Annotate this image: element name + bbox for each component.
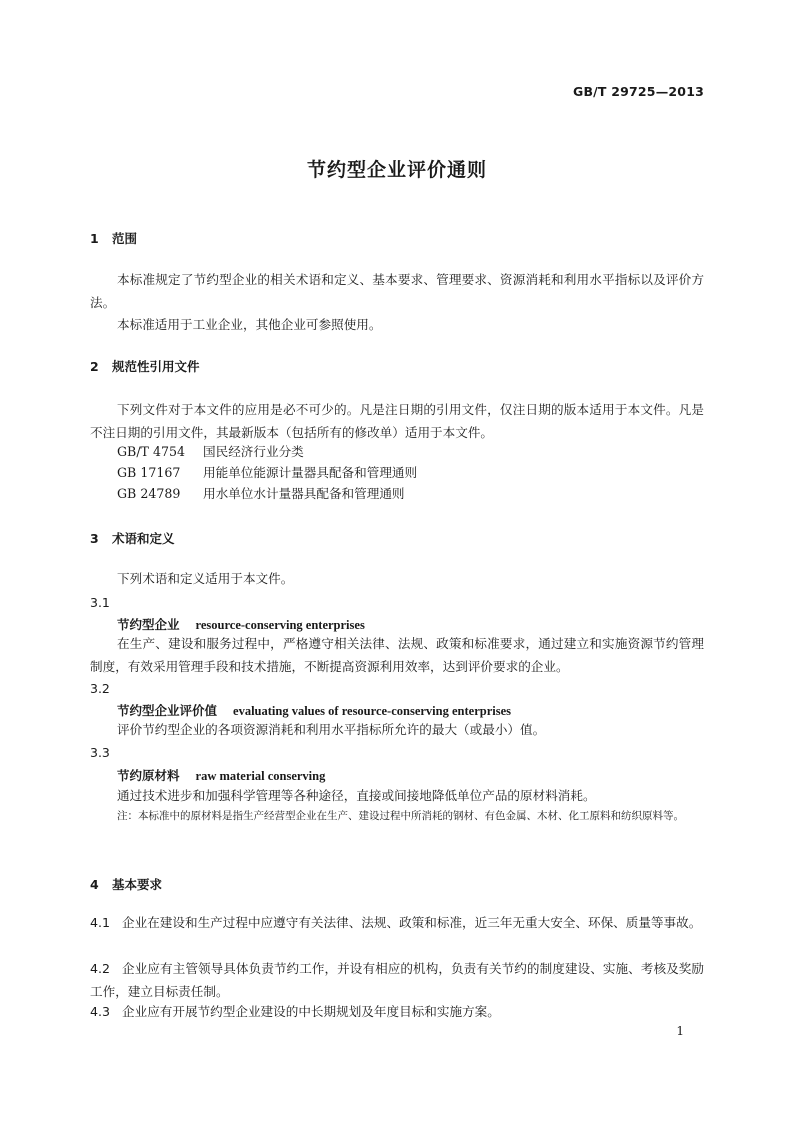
section-number: 2 [90, 359, 99, 374]
term-english: evaluating values of resource-conserving enterprises [233, 704, 511, 718]
note: 注：本标准中的原材料是指生产经营型企业在生产、建设过程中所消耗的钢材、有色金属、木材、化工原料和纺织原料等。 [117, 810, 684, 822]
term-chinese: 节约型企业评价值 [117, 703, 218, 718]
section-2-heading [90, 357, 200, 375]
reference-item [117, 441, 304, 462]
scope-paragraph-2: 本标准适用于工业企业，其他企业可参照使用。 [117, 317, 382, 332]
term-definition: 通过技术进步和加强科学管理等各种途径，直接或间接地降低单位产品的原材料消耗。 [117, 788, 596, 803]
term-definition: 评价节约型企业的各项资源消耗和利用水平指标所允许的最大（或最小）值。 [117, 722, 546, 737]
scope-paragraph-1: 本标准规定了节约型企业的相关术语和定义、基本要求、管理要求、资源消耗和利用水平指标以及评价方法。 [90, 272, 704, 310]
section-1-heading [90, 229, 137, 247]
clause-number: 4.2 [90, 961, 111, 976]
document-title: 节约型企业评价通则 [306, 159, 487, 181]
term-number: 3.1 [90, 595, 110, 610]
clause-text: 企业在建设和生产过程中应遵守有关法律、法规、政策和标准，近三年无重大安全、环保、质量等事故。 [122, 915, 702, 930]
requirement-4-1 [90, 911, 704, 934]
term-number: 3.3 [90, 745, 110, 760]
term-number: 3.2 [90, 681, 110, 696]
section-number: 4 [90, 877, 99, 892]
section-title: 规范性引用文件 [112, 359, 200, 374]
reference-code: GB 24789 [117, 486, 181, 501]
term-definition: 在生产、建设和服务过程中，严格遵守相关法律、法规、政策和标准要求，通过建立和实施资源节约管理制度，有效采用管理手段和技术措施，不断提高资源利用效率，达到评价要求的企业。 [90, 636, 704, 674]
reference-code: GB/T 4754 [117, 444, 186, 459]
requirement-4-2 [90, 957, 704, 1003]
reference-code: GB 17167 [117, 465, 181, 480]
reference-item [117, 483, 405, 504]
term-english: resource-conserving enterprises [195, 618, 365, 632]
terms-intro: 下列术语和定义适用于本文件。 [117, 571, 294, 586]
reference-title: 用能单位能源计量器具配备和管理通则 [203, 465, 418, 480]
reference-item [117, 462, 417, 483]
clause-text: 企业应有开展节约型企业建设的中长期规划及年度目标和实施方案。 [122, 1004, 500, 1019]
page-number: 1 [676, 1024, 684, 1038]
standard-number: GB/T 29725—2013 [572, 84, 704, 99]
section-number: 3 [90, 531, 99, 546]
term-chinese: 节约型企业 [117, 617, 180, 632]
term-chinese: 节约原材料 [117, 768, 180, 783]
term-heading [117, 615, 365, 633]
requirement-4-3 [90, 1000, 704, 1023]
term-heading [117, 701, 511, 719]
clause-number: 4.1 [90, 915, 111, 930]
clause-text: 企业应有主管领导具体负责节约工作，并设有相应的机构，负责有关节约的制度建设、实施、考核及奖励工作，建立目标责任制。 [90, 961, 704, 999]
normative-references-intro: 下列文件对于本文件的应用是必不可少的。凡是注日期的引用文件，仅注日期的版本适用于本文件。凡是不注日期的引用文件，其最新版本（包括所有的修改单）适用于本文件。 [90, 402, 704, 440]
reference-title: 国民经济行业分类 [203, 444, 304, 459]
section-title: 范围 [112, 231, 138, 246]
section-title: 术语和定义 [112, 531, 175, 546]
section-number: 1 [90, 231, 99, 246]
reference-title: 用水单位水计量器具配备和管理通则 [203, 486, 405, 501]
term-heading [117, 766, 325, 784]
section-4-heading [90, 875, 162, 893]
term-english: raw material conserving [195, 769, 326, 783]
section-title: 基本要求 [112, 877, 163, 892]
section-3-heading [90, 529, 175, 547]
clause-number: 4.3 [90, 1004, 111, 1019]
